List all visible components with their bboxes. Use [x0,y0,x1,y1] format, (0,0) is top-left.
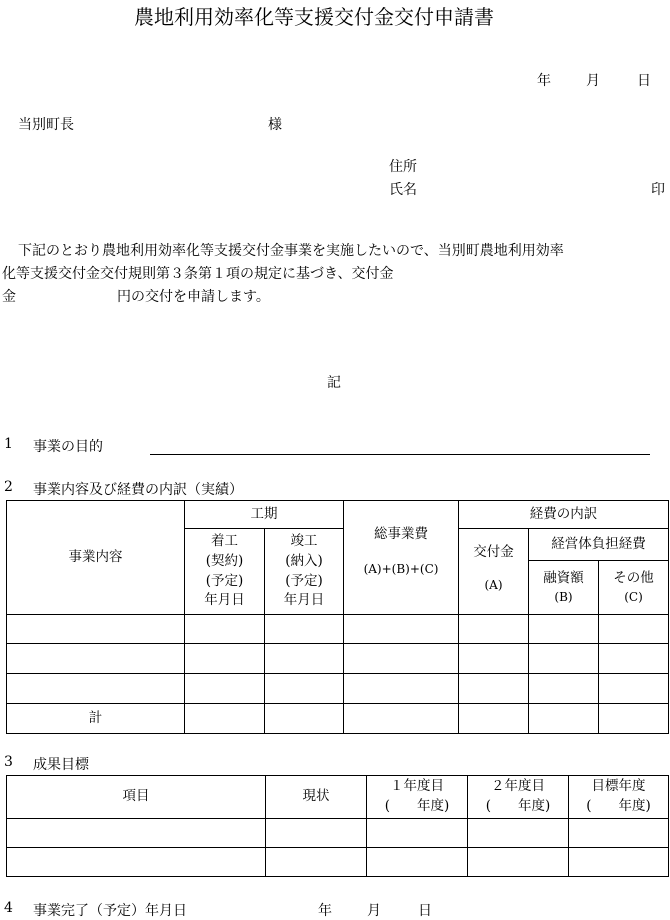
cell[interactable] [265,644,344,674]
header-other [599,561,669,615]
header-loan-code: (B) [554,589,573,604]
table-row [7,674,669,704]
header-loan [529,561,599,615]
header-current: 現状 [266,776,367,819]
header-year1-label: １年度目 [390,778,444,795]
table-row [7,615,669,644]
section4-label: 事業完了（予定）年月日 [33,903,187,919]
cell[interactable] [599,704,669,734]
cell[interactable] [569,819,669,848]
cell[interactable] [367,848,468,877]
cell[interactable] [185,674,265,704]
header-start-l3: (予定) [205,572,244,589]
header-year1-paren: ( 年度) [384,798,450,814]
cell[interactable] [344,644,459,674]
header-item: 項目 [7,776,266,819]
header-burden: 経営体負担経費 [529,529,669,561]
header-end-l2: (納入) [285,552,323,569]
header-end-l1: 竣工 [290,533,318,550]
purpose-underline[interactable] [150,454,650,455]
cell[interactable] [265,704,344,734]
cell[interactable] [599,615,669,644]
header-loan-label: 融資額 [543,570,584,587]
header-breakdown: 経費の内訳 [459,501,669,529]
body-line-1: 下記のとおり農地利用効率化等支援交付金事業を実施したいので、当別町農地利用効率 [18,243,564,259]
header-total-formula: (A)+(B)+(C) [363,561,439,576]
cell[interactable] [265,615,344,644]
body-line-2: 化等支援交付金交付規則第３条第１項の規定に基づき、交付金 [2,266,394,282]
date-month: 月 [586,73,600,89]
cell[interactable] [459,644,529,674]
cell[interactable] [599,674,669,704]
cell[interactable] [468,848,569,877]
header-year2 [468,776,569,819]
cell[interactable] [185,615,265,644]
seal-mark: 印 [651,182,665,198]
header-start-l4: 年月日 [204,592,245,609]
header-year2-paren: ( 年度) [485,798,551,814]
cell[interactable] [569,848,669,877]
section1-number: 1 [4,436,13,452]
cell[interactable] [7,819,266,848]
body-line-3-prefix: 金 [2,289,16,305]
header-grant [459,529,529,615]
cell[interactable] [529,615,599,644]
completion-month: 月 [367,903,381,919]
cell[interactable] [468,819,569,848]
header-start-l2: (契約) [205,552,244,569]
table-row [7,819,669,848]
header-grant-label: 交付金 [473,544,514,560]
header-start-l1: 着工 [211,533,238,550]
header-end-l4: 年月日 [283,592,325,609]
addressee-name: 当別町長 [18,117,74,133]
header-target-paren: ( 年度) [586,798,651,814]
section2-label: 事業内容及び経費の内訳（実績） [33,482,243,498]
header-period: 工期 [185,501,344,529]
targets-table [6,775,669,877]
header-start [185,529,265,615]
header-target-label: 目標年度 [591,778,646,795]
cell[interactable] [7,644,185,674]
cell[interactable] [529,704,599,734]
cell[interactable] [265,674,344,704]
cell[interactable] [7,848,266,877]
header-year1 [367,776,468,819]
cell[interactable] [459,615,529,644]
cell[interactable] [459,704,529,734]
ki-marker: 記 [327,375,341,391]
header-year2-label: ２年度目 [491,778,545,795]
completion-day: 日 [418,903,432,919]
cell[interactable] [459,674,529,704]
applicant-address-label: 住所 [389,159,417,175]
header-content: 事業内容 [7,501,185,615]
completion-year: 年 [318,903,332,919]
body-line-3: 円の交付を申請します。 [117,289,270,305]
date-day: 日 [637,73,651,89]
section3-label: 成果目標 [33,757,89,773]
header-total [344,501,459,615]
section3-number: 3 [4,754,13,770]
cell[interactable] [529,674,599,704]
page-title: 農地利用効率化等支援交付金交付申請書 [134,5,494,29]
table-row [7,848,669,877]
header-target [569,776,669,819]
total-row [7,704,669,734]
header-other-label: その他 [613,570,654,587]
cell[interactable] [529,644,599,674]
header-grant-code: (A) [484,577,503,592]
cell[interactable] [266,819,367,848]
section4-number: 4 [4,900,13,916]
cell[interactable] [344,674,459,704]
cell[interactable] [185,644,265,674]
cell[interactable] [185,704,265,734]
cell[interactable] [7,674,185,704]
cell[interactable] [344,704,459,734]
table-row [7,644,669,674]
applicant-name-label: 氏名 [389,182,417,198]
cell[interactable] [367,819,468,848]
section2-number: 2 [4,479,13,495]
addressee-honorific: 様 [268,117,282,133]
cell[interactable] [7,615,185,644]
date-year: 年 [537,73,551,89]
cell[interactable] [344,615,459,644]
cell[interactable] [266,848,367,877]
header-other-code: (C) [624,589,643,604]
total-label: 計 [7,704,185,734]
header-end-l3: (予定) [285,572,323,589]
expense-table [6,500,669,734]
header-end [265,529,344,615]
section1-label: 事業の目的 [33,439,103,455]
cell[interactable] [599,644,669,674]
header-total-label: 総事業費 [374,526,428,542]
